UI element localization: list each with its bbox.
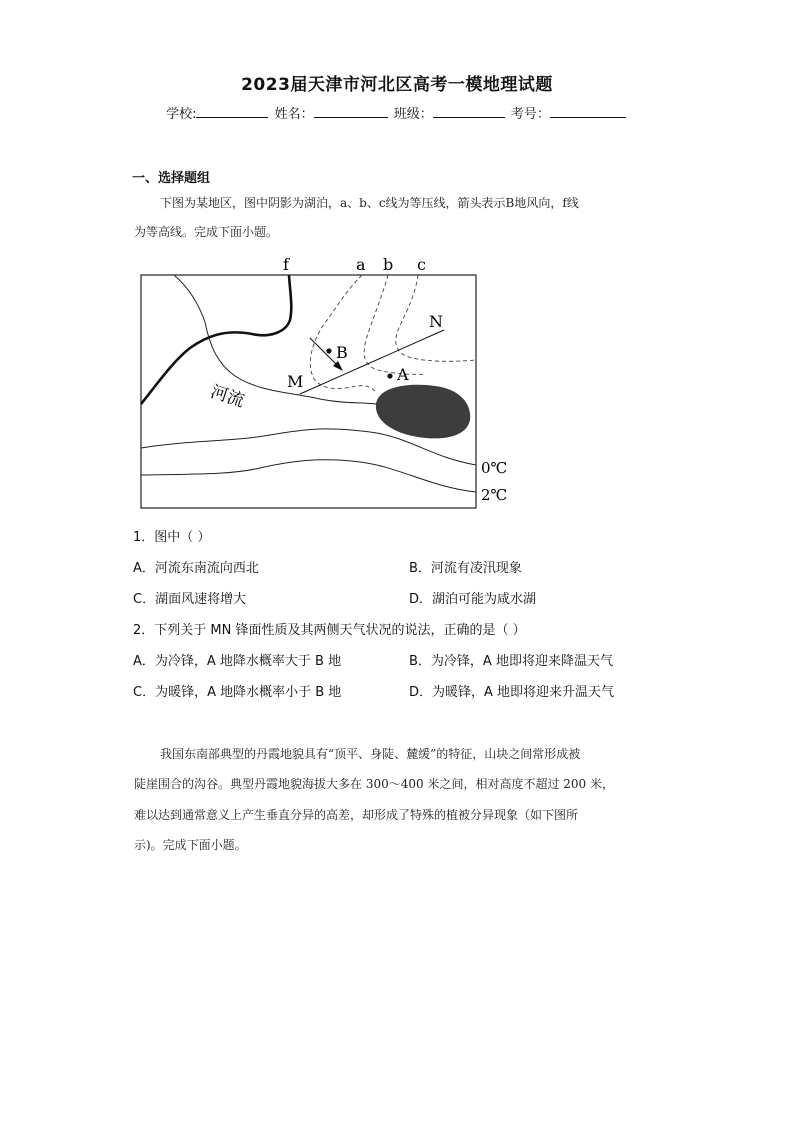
label-f: f	[283, 255, 289, 274]
map-figure	[130, 252, 530, 514]
q1-stem: 1．图中（ ）	[133, 530, 211, 545]
label-iso-0: 0℃	[481, 459, 508, 477]
label-point-a: A	[397, 365, 409, 384]
label-n: N	[429, 312, 443, 331]
intro1-line1: 下图为某地区，图中阴影为湖泊，a、b、c线为等压线，箭头表示B地风向，f线	[160, 196, 579, 210]
intro2-line2: 陡崖围合的沟谷。典型丹霞地貌海拔大多在 300～400 米之间，相对高度不超过 200 米，	[134, 777, 614, 791]
q1-option-d[interactable]: D．湖泊可能为咸水湖	[409, 592, 537, 607]
label-iso-2: 2℃	[481, 486, 508, 504]
label-m: M	[287, 372, 304, 391]
intro2-line1: 我国东南部典型的丹霞地貌具有“顶平、身陡、麓缓”的特征，山块之间常形成被	[160, 747, 581, 761]
class-label: 班级：	[393, 107, 433, 122]
intro2-line4: 示)。完成下面小题。	[134, 838, 247, 852]
label-river: 河流	[208, 381, 247, 412]
label-point-b: B	[336, 343, 348, 362]
school-blank[interactable]	[196, 105, 268, 118]
lake-shape	[376, 385, 470, 439]
q1-option-c[interactable]: C．湖面风速将增大	[133, 592, 247, 607]
q2-option-d[interactable]: D．为暖锋，A 地即将迎来升温天气	[409, 685, 615, 700]
point-b	[326, 348, 331, 353]
section-title: 一、选择题组	[132, 171, 211, 186]
q2-option-c[interactable]: C．为暖锋，A 地降水概率小于 B 地	[133, 685, 342, 700]
intro1-line2: 为等高线。完成下面小题。	[134, 225, 279, 239]
isotherm-2	[141, 460, 476, 492]
label-a: a	[356, 255, 366, 274]
page-title: 2023届天津市河北区高考一模地理试题	[241, 75, 553, 95]
q2-stem: 2．下列关于 MN 锋面性质及其两侧天气状况的说法，正确的是（ ）	[133, 623, 526, 638]
wind-arrow	[310, 338, 339, 367]
name-label: 姓名：	[274, 107, 314, 122]
label-b: b	[383, 255, 394, 274]
number-label: 考号：	[510, 107, 550, 122]
label-c: c	[417, 255, 426, 274]
intro2-line3: 难以达到通常意义上产生垂直分异的高差，却形成了特殊的植被分异现象（如下图所	[134, 808, 579, 822]
school-label: 学校:	[166, 107, 197, 122]
isobar-b	[364, 275, 426, 374]
class-blank[interactable]	[433, 105, 505, 118]
point-a	[387, 373, 392, 378]
q2-option-b[interactable]: B．为冷锋，A 地即将迎来降温天气	[409, 654, 613, 669]
student-info	[0, 103, 794, 122]
front-mn	[300, 330, 444, 394]
q2-option-a[interactable]: A．为冷锋，A 地降水概率大于 B 地	[133, 654, 342, 669]
q1-option-b[interactable]: B．河流有凌汛现象	[409, 561, 522, 576]
name-blank[interactable]	[314, 105, 388, 118]
q1-option-a[interactable]: A．河流东南流向西北	[133, 561, 259, 576]
number-blank[interactable]	[550, 105, 626, 118]
